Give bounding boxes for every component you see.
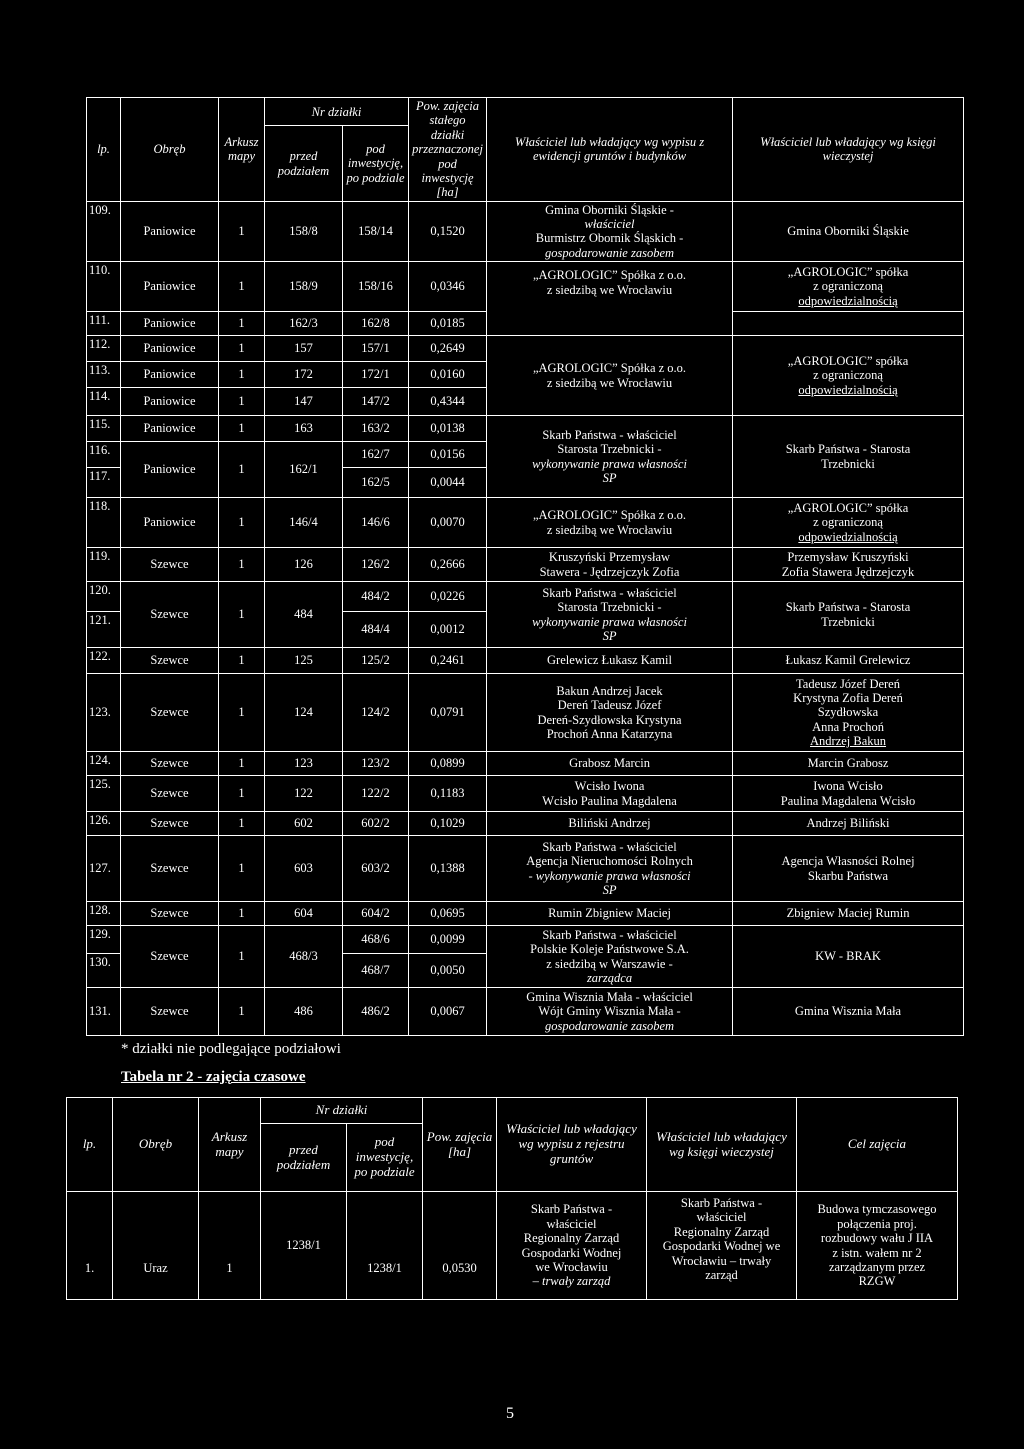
owner-ewid-cell: Skarb Państwa - właściciel Starosta Trzebnicki - wykonywanie prawa własności SP — [487, 582, 733, 648]
owner-kw-cell: Iwona Wcisło Paulina Magdalena Wcisło — [733, 776, 964, 812]
t2-header-przed: przed podziałem — [261, 1124, 347, 1192]
table-row: 126. Szewce 1 602 602/2 0,1029 Biliński Andrzej Andrzej Biliński — [87, 812, 964, 836]
table-permanent-occupation — [86, 97, 964, 1036]
table-row: 121. 484/4 0,0012 — [87, 612, 964, 648]
header-obreb: Obręb — [121, 98, 219, 202]
table-row: 129. Szewce 1 468/3 468/6 0,0099 Skarb Państwa - właściciel Polskie Koleje Państwowe S.A. z siedzibą w Warszawie - zarządca KW - BRAK — [87, 926, 964, 954]
owner-kw-cell: Łukasz Kamil Grelewicz — [733, 648, 964, 674]
t2-header-owner-kw: Właściciel lub władający wg księgi wieczystej — [647, 1098, 797, 1192]
t2-header-pod: pod inwestycję, po podziale — [347, 1124, 423, 1192]
table-row: 131. Szewce 1 486 486/2 0,0067 Gmina Wisznia Mała - właściciel Wójt Gminy Wisznia Mała - gospodarowanie zasobem Gmina Wisznia Mała — [87, 988, 964, 1036]
header-pod: pod inwestycję, po podziale — [343, 126, 409, 201]
header-lp: lp. — [87, 98, 121, 202]
owner-kw-cell: „AGROLOGIC” spółka z ograniczoną odpowiedzialnością — [733, 262, 964, 312]
table-temporary-occupation — [66, 1097, 958, 1300]
header-pow: Pow. zajęcia stałego działki przeznaczonej pod inwestycję [ha] — [409, 98, 487, 202]
header-owner-ewid: Właściciel lub władający wg wypisu z ewidencji gruntów i budynków — [487, 98, 733, 202]
t2-header-lp: lp. — [67, 1098, 113, 1192]
owner-ewid-cell: „AGROLOGIC” Spółka z o.o. z siedzibą we Wrocławiu — [487, 498, 733, 548]
table-row: 130. 468/7 0,0050 — [87, 954, 964, 988]
table-row: 1. Uraz 1 1238/1 1238/1 0,0530 Skarb Państwa - właściciel Regionalny Zarząd Gospodarki Wodnej we Wrocławiu – trwały zarząd Skarb Państwa - właściciel Regionalny Zarząd Gospodarki Wodnej we Wrocławiu – trwały zarząd Budowa tymczasowego połączenia proj. rozbudowy wału J IIA z istn. wałem nr 2 zarządzanym przez RZGW — [67, 1192, 958, 1300]
owner-rej-cell: Skarb Państwa - właściciel Regionalny Zarząd Gospodarki Wodnej we Wrocławiu – trwały zarząd — [497, 1192, 647, 1300]
owner-ewid-cell: Wcisło Iwona Wcisło Paulina Magdalena — [487, 776, 733, 812]
t2-header-owner-rej: Właściciel lub władający wg wypisu z rejestru gruntów — [497, 1098, 647, 1192]
owner-kw-cell: Skarb Państwa - Starosta Trzebnicki — [733, 582, 964, 648]
header-arkusz: Arkusz mapy — [219, 98, 265, 202]
header-nr-dzialki: Nr działki — [265, 98, 409, 126]
owner-kw-cell: Przemysław Kruszyński Zofia Stawera Jędrzejczyk — [733, 548, 964, 582]
table-row: 118. Paniowice 1 146/4 146/6 0,0070 „AGROLOGIC” Spółka z o.o. z siedzibą we Wrocławiu „AGROLOGIC” spółka z ograniczoną odpowiedzialnością — [87, 498, 964, 548]
table-row: 112. Paniowice 1 157 157/1 0,2649 „AGROLOGIC” Spółka z o.o. z siedzibą we Wrocławiu „AGROLOGIC” spółka z ograniczoną odpowiedzialnością — [87, 336, 964, 362]
owner-ewid-cell: Gmina Oborniki Śląskie - właściciel Burmistrz Obornik Śląskich - gospodarowanie zasobem — [487, 201, 733, 262]
table-row: 120. Szewce 1 484 484/2 0,0226 Skarb Państwa - właściciel Starosta Trzebnicki - wykonywanie prawa własności SP Skarb Państwa - Starosta Trzebnicki — [87, 582, 964, 612]
table-row: 114. Paniowice 1 147 147/2 0,4344 — [87, 388, 964, 416]
table-row: 115. Paniowice 1 163 163/2 0,0138 Skarb Państwa - właściciel Starosta Trzebnicki - wykonywanie prawa własności SP Skarb Państwa - Starosta Trzebnicki — [87, 416, 964, 442]
table-row: 110. Paniowice 1 158/9 158/16 0,0346 „AGROLOGIC” Spółka z o.o. z siedzibą we Wrocławiu „AGROLOGIC” spółka z ograniczoną odpowiedzialnością — [87, 262, 964, 312]
table-row: 116. Paniowice 1 162/1 162/7 0,0156 — [87, 442, 964, 468]
table-row: 124. Szewce 1 123 123/2 0,0899 Grabosz Marcin Marcin Grabosz — [87, 752, 964, 776]
owner-ewid-cell: Gmina Wisznia Mała - właściciel Wójt Gminy Wisznia Mała - gospodarowanie zasobem — [487, 988, 733, 1036]
owner-kw-cell: „AGROLOGIC” spółka z ograniczoną odpowiedzialnością — [733, 336, 964, 416]
owner-ewid-cell: „AGROLOGIC” Spółka z o.o. z siedzibą we Wrocławiu — [487, 262, 733, 336]
table-row: 122. Szewce 1 125 125/2 0,2461 Grelewicz Łukasz Kamil Łukasz Kamil Grelewicz — [87, 648, 964, 674]
page-number: 5 — [506, 1405, 514, 1422]
cel-cell: Budowa tymczasowego połączenia proj. rozbudowy wału J IIA z istn. wałem nr 2 zarządzanym przez RZGW — [797, 1192, 958, 1300]
table-row: 125. Szewce 1 122 122/2 0,1183 Wcisło Iwona Wcisło Paulina Magdalena Iwona Wcisło Paulina Magdalena Wcisło — [87, 776, 964, 812]
table-row: 127. Szewce 1 603 603/2 0,1388 Skarb Państwa - właściciel Agencja Nieruchomości Rolnych - wykonywanie prawa własności SP Agencja Własności Rolnej Skarbu Państwa — [87, 836, 964, 902]
owner-kw-cell: Agencja Własności Rolnej Skarbu Państwa — [733, 836, 964, 902]
owner-kw-cell: „AGROLOGIC” spółka z ograniczoną odpowiedzialnością — [733, 498, 964, 548]
owner-ewid-cell: Kruszyński Przemysław Stawera - Jędrzejczyk Zofia — [487, 548, 733, 582]
owner-kw-cell: Zbigniew Maciej Rumin — [733, 902, 964, 926]
owner-ewid-cell: „AGROLOGIC” Spółka z o.o. z siedzibą we Wrocławiu — [487, 336, 733, 416]
owner-ewid-cell: Rumin Zbigniew Maciej — [487, 902, 733, 926]
table-row: 119. Szewce 1 126 126/2 0,2666 Kruszyński Przemysław Stawera - Jędrzejczyk Zofia Przemysław Kruszyński Zofia Stawera Jędrzejczyk — [87, 548, 964, 582]
owner-kw-cell: Tadeusz Józef Dereń Krystyna Zofia Dereń Szydłowska Anna Prochoń Andrzej Bakun — [733, 674, 964, 752]
table-row: 117. 162/5 0,0044 — [87, 468, 964, 498]
footnote: * działki nie podlegające podziałowi — [121, 1041, 341, 1057]
table-row: 109. Paniowice 1 158/8 158/14 0,1520 Gmina Oborniki Śląskie - właściciel Burmistrz Obornik Śląskich - gospodarowanie zasobem Gmina Oborniki Śląskie — [87, 201, 964, 262]
table-row: 128. Szewce 1 604 604/2 0,0695 Rumin Zbigniew Maciej Zbigniew Maciej Rumin — [87, 902, 964, 926]
owner-ewid-cell: Skarb Państwa - właściciel Polskie Koleje Państwowe S.A. z siedzibą w Warszawie - zarządca — [487, 926, 733, 988]
table2-caption: Tabela nr 2 - zajęcia czasowe — [121, 1069, 306, 1085]
owner-ewid-cell: Bakun Andrzej Jacek Dereń Tadeusz Józef Dereń-Szydłowska Krystyna Prochoń Anna Katarzyna — [487, 674, 733, 752]
owner-kw-cell: Andrzej Biliński — [733, 812, 964, 836]
table-row: 113. Paniowice 1 172 172/1 0,0160 — [87, 362, 964, 388]
table-row: 123. Szewce 1 124 124/2 0,0791 Bakun Andrzej Jacek Dereń Tadeusz Józef Dereń-Szydłowska Krystyna Prochoń Anna Katarzyna Tadeusz Józef Dereń Krystyna Zofia Dereń Szydłowska Anna Prochoń Andrzej Bakun — [87, 674, 964, 752]
owner-kw-cell: KW - BRAK — [733, 926, 964, 988]
header-owner-kw: Właściciel lub władający wg księgi wieczystej — [733, 98, 964, 202]
t2-header-pow: Pow. zajęcia [ha] — [423, 1098, 497, 1192]
t2-header-nr-dzialki: Nr działki — [261, 1098, 423, 1124]
owner-ewid-cell: Grelewicz Łukasz Kamil — [487, 648, 733, 674]
owner-ewid-cell: Skarb Państwa - właściciel Starosta Trzebnicki - wykonywanie prawa własności SP — [487, 416, 733, 498]
t2-header-obreb: Obręb — [113, 1098, 199, 1192]
owner-ewid-cell: Grabosz Marcin — [487, 752, 733, 776]
owner-kw-cell: Marcin Grabosz — [733, 752, 964, 776]
t2-header-cel: Cel zajęcia — [797, 1098, 958, 1192]
owner-kw-cell: Gmina Oborniki Śląskie — [733, 201, 964, 262]
t2-header-arkusz: Arkusz mapy — [199, 1098, 261, 1192]
owner-ewid-cell: Biliński Andrzej — [487, 812, 733, 836]
owner-ewid-cell: Skarb Państwa - właściciel Agencja Nieruchomości Rolnych - wykonywanie prawa własności SP — [487, 836, 733, 902]
owner-kw-cell: Skarb Państwa - właściciel Regionalny Zarząd Gospodarki Wodnej we Wrocławiu – trwały zarząd — [647, 1192, 797, 1300]
owner-kw-cell: Skarb Państwa - Starosta Trzebnicki — [733, 416, 964, 498]
table-row: 111. Paniowice 1 162/3 162/8 0,0185 — [87, 312, 964, 336]
header-przed: przed podziałem — [265, 126, 343, 201]
owner-kw-cell: Gmina Wisznia Mała — [733, 988, 964, 1036]
